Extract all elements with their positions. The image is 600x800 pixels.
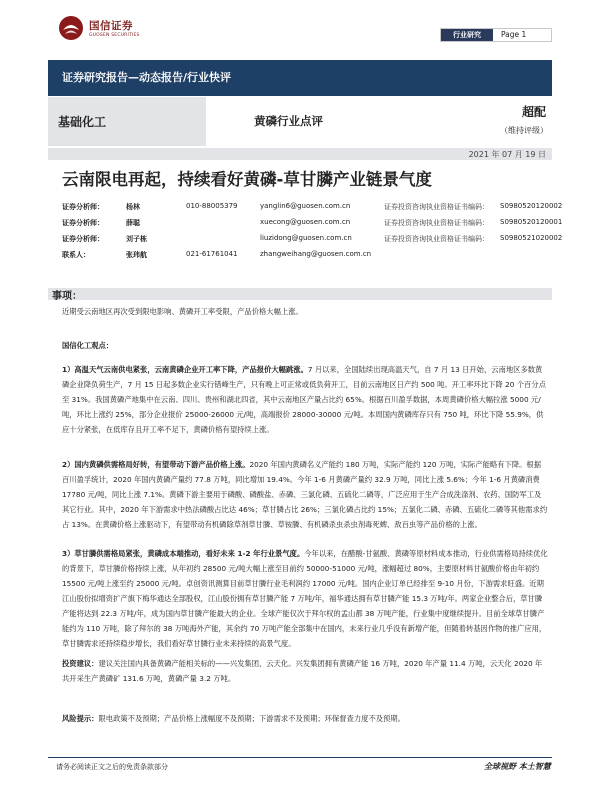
point-1-paragraph: [62, 362, 548, 437]
point-2-paragraph: [62, 457, 548, 532]
contact-name: 张玮航: [126, 251, 147, 259]
point-1-body: 7 月以来，全国陆续出现高温天气，自 7 月 13 日开始，云南地区多数黄磷企业降负荷生产，7 月 15 日起多数企业实行错峰生产，只有晚上可正常或低负荷开工，目前云南地区日产约 500 吨。开工率环比下降 20 个百分点至 31%。我国黄磷产地集中在云南、四川、贵州和湖北四省，其中云南地区产量占比约 65%。根据百川盈孚数据，本周黄磷价格大幅拉涨 5000 元/吨，环比上涨约 25%，部分企业报价 25000-26000 元/吨，高端报价 28000-30000 元/吨。本周国内黄磷库存只有 750 吨，环比下降 55.9%，供应十分紧张，在低库存且开工率不足下，黄磷价格有望持续上涨。: [62, 365, 546, 434]
footer-disclaimer: 请务必阅读正文之后的免责条款部分: [56, 763, 168, 771]
analyst-email: xuecong@guosen.com.cn: [260, 218, 351, 226]
rating-note: （维持评级）: [500, 126, 548, 135]
analyst-list: [62, 199, 562, 263]
analyst-row: [62, 231, 562, 247]
analyst-role: 证券分析师：: [62, 203, 104, 211]
report-category: 证券研究报告—动态报告/行业快评: [62, 71, 232, 84]
analyst-row: [62, 199, 562, 215]
analyst-email: yanglin6@guosen.com.cn: [260, 202, 351, 210]
analyst-cert-number: S0980521020002: [500, 234, 563, 242]
brand-subtitle: GUOSEN SECURITIES: [89, 33, 140, 38]
analyst-cert-label: 证券投资咨询执业资格证书编码：: [384, 203, 489, 211]
event-paragraph: 近期受云南地区再次受到限电影响、黄磷开工率受限，产品价格大幅上涨。: [62, 307, 303, 316]
point-3-lead: 3）草甘膦供需格局紧张，黄磷成本端推动，看好未来 1-2 年行业景气度。: [62, 549, 305, 558]
comment-heading: 国信化工观点：: [62, 341, 114, 350]
investment-advice-paragraph: [62, 656, 548, 686]
investment-advice-body: 建议关注国内具备黄磷产能相关标的——兴发集团、云天化。兴发集团拥有黄磷产能 16 万吨，2020 年产量 11.4 万吨，云天化 2020 年共开采生产黄磷矿 131.6 万吨，黄磷产量 3.2 万吨。: [62, 659, 543, 683]
analyst-role: 证券分析师：: [62, 219, 104, 227]
analyst-row: [62, 247, 562, 263]
analyst-cert-number: S0980520120001: [500, 218, 563, 226]
point-3-body: 今年以来，在醋酸-甘氨酸、黄磷等原材料成本推动，行业供需格局持续优化的背景下，草甘膦价格持续上涨，从年初约 28500 元/吨大幅上涨至目前约 50000-51000 元/吨，涨幅超过 80%，主要原材料甘氨酸价格由年初约 15500 元/吨上涨至约 25000 元/吨。卓创资讯测算目前草甘膦行业毛利润约 17000 元/吨。国内企业订单已经排至 9-10 月份，下游需求旺盛。近期江山股份拟增资扩产旗下梅华通达全部股权，江山股份拥有草甘膦产能 7 万吨/年，福华通达拥有草甘膦产能 15.3 万吨/年。两家企业整合后，草甘膦产能将达到 22.3 万吨/年，成为国内草甘膦产能最大的企业。全球产能仅次于拜尔权的孟山都 38 万吨产能，行业集中度继续提升。目前全球草甘膦产能约为 110 万吨，除了拜尔的 38 万吨海外产能，其余约 70 万吨产能全部集中在国内，未来行业几乎没有新增产能，但随着转基因作物的推广应用，草甘膦需求还持续稳步增长，我们看好草甘膦行业未来持续的高景气度。: [62, 549, 548, 648]
guosen-logo-icon: [58, 15, 84, 41]
contact-phone: 021-61761041: [186, 250, 238, 258]
page-number: Page 1: [501, 30, 527, 39]
risk-warning-paragraph: [62, 711, 548, 726]
sector-box: [48, 97, 206, 146]
section-header: [48, 288, 552, 300]
analyst-row: [62, 215, 562, 231]
analyst-name: 薛聪: [126, 219, 140, 227]
risk-warning-lead: 风险提示：: [62, 714, 99, 723]
analyst-name: 杨林: [126, 203, 140, 211]
company-logo: [58, 13, 178, 49]
point-1-lead: 1）高温天气云南供电紧张，云南黄磷企业开工率下降，产品报价大幅跳涨。: [62, 365, 308, 374]
review-title: 黄磷行业点评: [254, 114, 323, 128]
analyst-cert-label: 证券投资咨询执业资格证书编码：: [384, 235, 489, 243]
rating-label: 超配: [521, 105, 546, 119]
contact-role: 联系人：: [62, 251, 90, 259]
investment-advice-lead: 投资建议：: [62, 659, 99, 668]
report-type-tag: 行业研究: [441, 29, 493, 41]
analyst-role: 证券分析师：: [62, 235, 104, 243]
brand-name: 国信证券: [89, 20, 133, 32]
report-date: 2021 年 07 月 19 日: [468, 150, 546, 159]
header-box: [440, 28, 552, 42]
analyst-cert-label: 证券投资咨询执业资格证书编码：: [384, 219, 489, 227]
footer-divider: [48, 757, 552, 758]
analyst-phone: 010-88005379: [186, 202, 238, 210]
point-2-body: 2020 年国内黄磷名义产能约 180 万吨，实际产能约 120 万吨，实际产能略有下降。根据百川盈孚统计，2020 年国内黄磷产量约 77.8 万吨，同比增加 19.4%。今年 1-6 月黄磷产量约 32.9 万吨，同比上涨 5.6%；今年 1-6 月黄磷消费 17780 元/吨，同比上涨 7.1%。黄磷下游主要用于磷酸、磷酸盐、赤磷、三氯化磷、五硫化二磷等，广泛应用于生产合成洗涤剂、农药、国防军工及其它行业。其中，2020 年下游需求中热法磷酸占比达 46%；草甘膦占比 26%；三氯化磷占比约 15%；五氯化二磷、赤磷、五硫化二磷等其他需求约占 13%。在黄磷价格上涨驱动下，有望带动有机磷除草剂草甘膦、草铵膦、有机磷杀虫杀虫剂毒死蜱、敌百虫等产品价格的上涨。: [62, 460, 548, 529]
point-3-paragraph: [62, 546, 548, 651]
analyst-cert-number: S0980520120002: [500, 202, 563, 210]
report-category-band: [48, 60, 552, 96]
analyst-email: liuzidong@guosen.com.cn: [260, 234, 352, 242]
risk-warning-body: 限电政策不及预期；产品价格上涨幅度不及预期；下游需求不及预期；环保督查力度不及预期。: [98, 714, 405, 723]
date-bar: [48, 148, 552, 160]
section-title: 事项：: [52, 291, 82, 302]
contact-email: zhangweihang@guosen.com.cn: [260, 250, 372, 258]
analyst-name: 刘子栋: [126, 235, 147, 243]
point-2-lead: 2）国内黄磷供需格局好转，有望带动下游产品价格上涨。: [62, 460, 250, 469]
sector-name: 基础化工: [58, 115, 107, 129]
footer-slogan: 全球视野 本土智慧: [484, 762, 551, 771]
report-title: 云南限电再起，持续看好黄磷-草甘膦产业链景气度: [62, 170, 432, 189]
review-box: [206, 97, 552, 146]
